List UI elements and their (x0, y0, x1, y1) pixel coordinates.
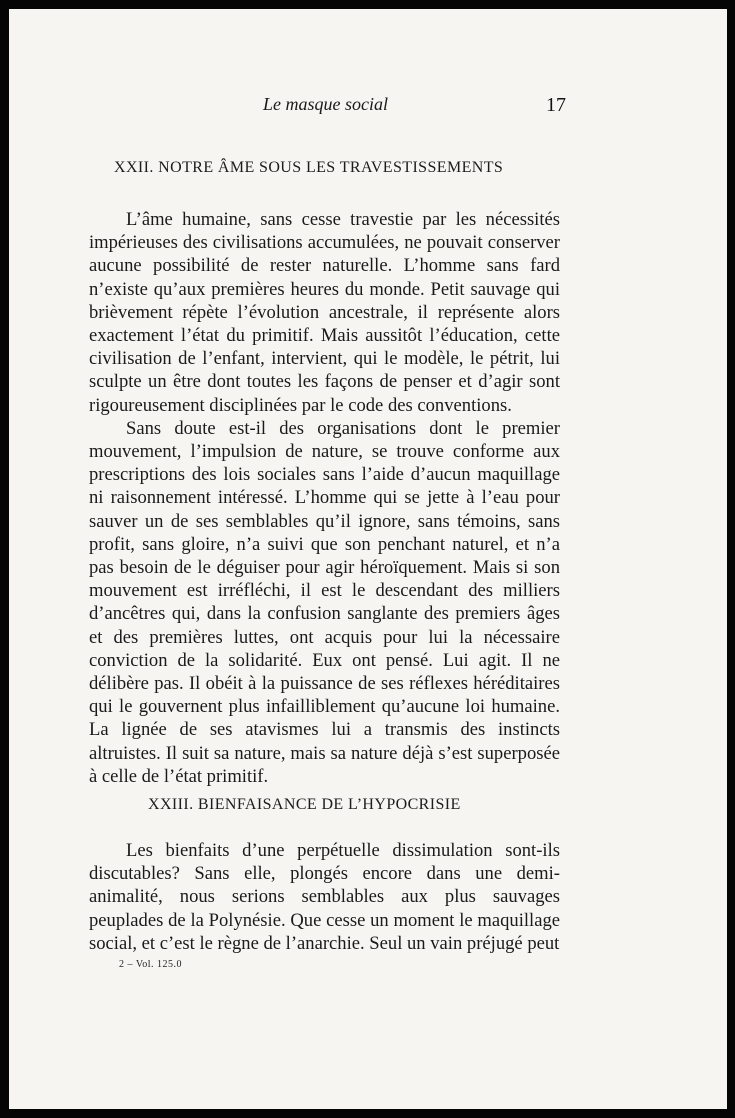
section-heading-xxiii: XXIII. BIENFAISANCE DE L’HYPOCRISIE (148, 796, 461, 813)
section-body-xxiii (89, 839, 560, 955)
printer-signature: 2 – Vol. 125.0 (119, 959, 183, 970)
paragraph: Les bienfaits d’une perpétuelle dissimulation sont-ils discutables? Sans elle, plongés encore dans une demi-animalité, nous serions semblables aux plus sauvages peuplades de la Polynésie. Que cesse un moment le maquillage social, et c’est le règne de l’anarchie. Seul un vain préjugé peut (89, 840, 560, 954)
paragraph: Sans doute est-il des organisations dont le premier mouvement, l’impulsion de nature, se trouve conforme aux prescriptions des lois sociales sans l’aide d’aucun maquillage ni raisonnement intéressé. L’homme qui se jette à l’eau pour sauver un de ses semblables qu’il ignore, sans témoins, sans profit, sans gloire, n’a suivi que son penchant naturel, et n’a pas besoin de le déguiser pour agir héroïquement. Mais si son mouvement est irréfléchi, il est le descendant des milliers d’ancêtres qui, dans la confusion sanglante des premiers âges et des premières luttes, ont acquis pour lui la nécessaire conviction de la solidarité. Eux ont pensé. Lui agit. Il ne délibère pas. Il obéit à la puissance de ses réflexes héréditaires qui le gouvernent plus infailliblement qu’aucune loi humaine. La lignée de ses atavismes lui a transmis des instincts altruistes. Il suit sa nature, mais sa nature déjà s’est superposée à celle de l’état primitif. (89, 417, 560, 787)
running-head (9, 94, 727, 120)
section-heading-xxii: XXII. NOTRE ÂME SOUS LES TRAVESTISSEMENTS (114, 159, 504, 176)
paragraph: L’âme humaine, sans cesse travestie par les nécessités impérieuses des civilisations accumulées, ne pouvait conserver aucune possibilité de rester naturelle. L’homme sans fard n’existe qu’aux premières heures du monde. Petit sauvage qui brièvement répète l’évolution ancestrale, il représente alors exactement l’état du primitif. Mais aussitôt l’éducation, cette civilisation de l’enfant, intervient, qui le modèle, le pétrit, lui sculpte un être dont toutes les façons de penser et d’agir sont rigoureusement disciplinées par le code des conventions. (89, 209, 560, 416)
book-page (9, 9, 727, 1109)
page-number: 17 (546, 94, 566, 116)
running-title: Le masque social (263, 94, 388, 114)
section-body-xxii (89, 208, 560, 788)
